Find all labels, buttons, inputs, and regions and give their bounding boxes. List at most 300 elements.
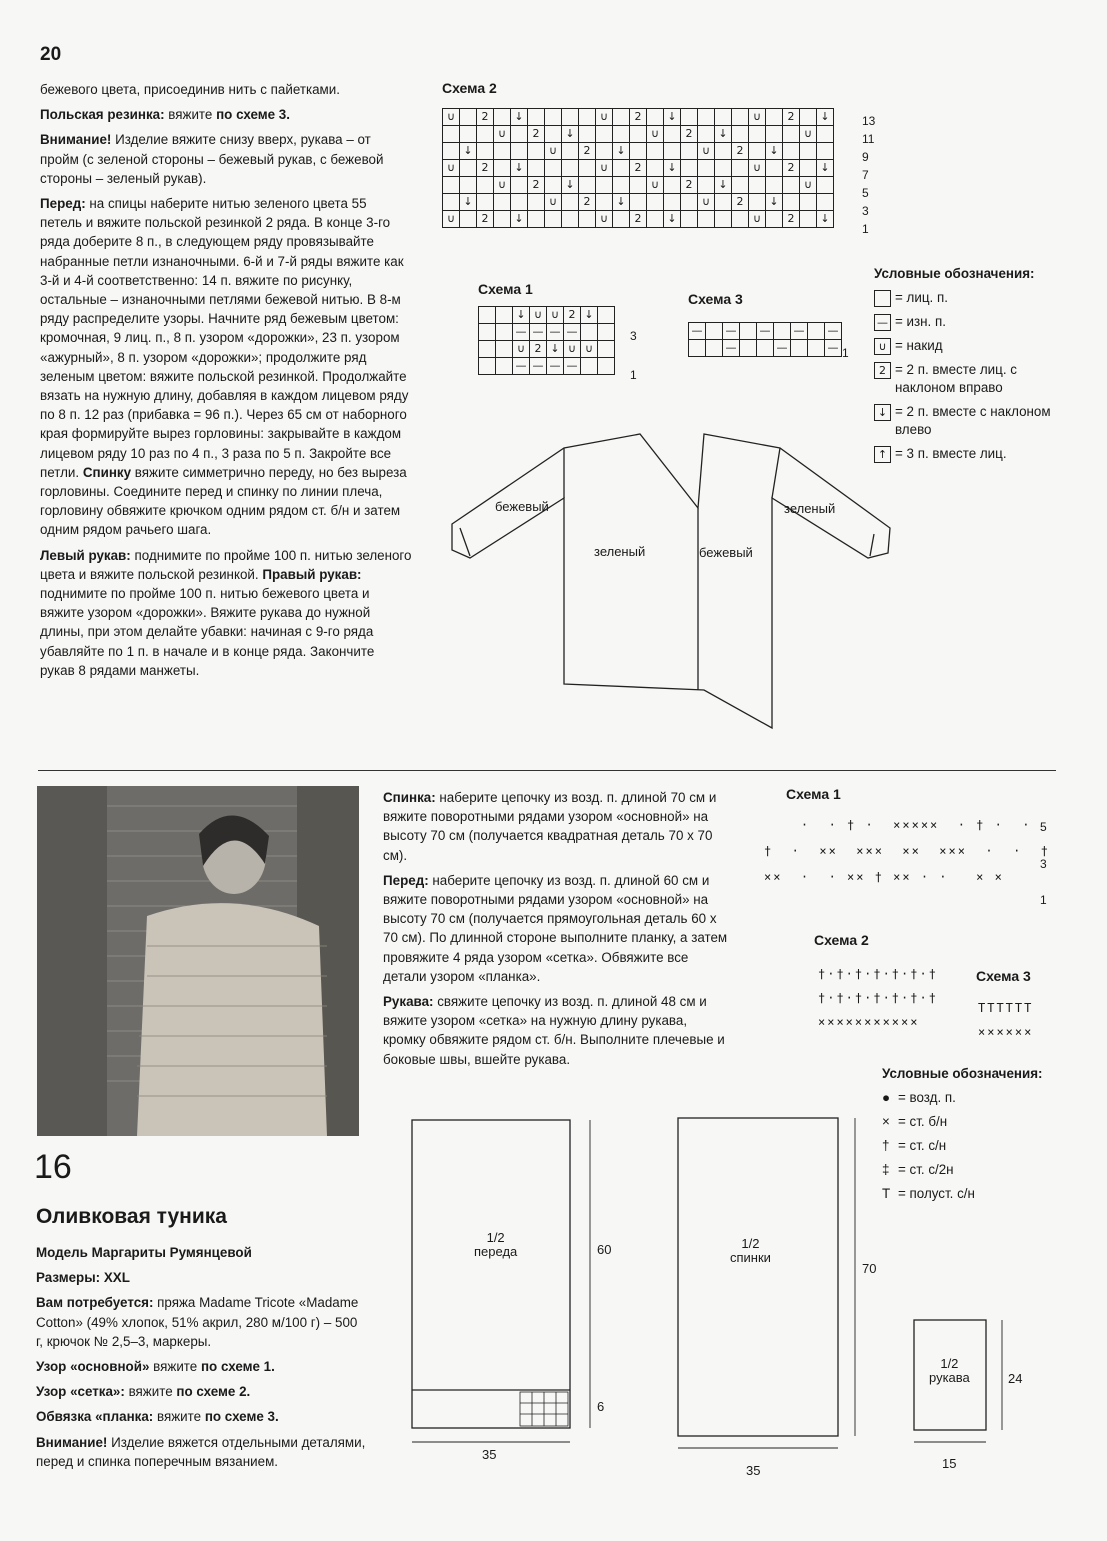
chart-cell xyxy=(460,109,477,126)
chart-cell xyxy=(766,109,783,126)
chart-cell xyxy=(817,126,834,143)
chart-cell xyxy=(562,211,579,228)
back-paragraph: Спинка: наберите цепочку из возд. п. длиной 70 см и вяжите поворотными рядами узором «основной» на высоту 70 см (получается квадратная деталь 70 х 70 см). xyxy=(383,790,717,863)
chart-cell xyxy=(681,109,698,126)
chart-cell xyxy=(681,194,698,211)
chart-cell xyxy=(664,143,681,160)
legend-text: = ст. с/н xyxy=(898,1138,947,1153)
chart-cell xyxy=(766,126,783,143)
chart-cell: 2 xyxy=(630,109,647,126)
chart-cell: — xyxy=(723,340,740,357)
chart-cell xyxy=(528,194,545,211)
chart-cell xyxy=(579,177,596,194)
legend-text: = 2 п. вместе лиц. с наклоном вправо xyxy=(895,362,1017,395)
chart-cell xyxy=(715,143,732,160)
chart-cell xyxy=(477,194,494,211)
chart-cell: ∪ xyxy=(800,126,817,143)
chart-cell xyxy=(528,143,545,160)
row-number: 1 xyxy=(1040,893,1047,907)
chart-cell xyxy=(740,323,757,340)
chart-cell: ↓ xyxy=(460,143,477,160)
model16-details xyxy=(36,1243,366,1477)
legend-item xyxy=(874,289,1074,307)
chart-cell xyxy=(479,341,496,358)
legend-item xyxy=(874,403,1074,439)
row-number: 3 xyxy=(630,329,637,343)
chart-cell xyxy=(630,143,647,160)
chart-cell xyxy=(689,340,706,357)
chart-cell: ↓ xyxy=(766,194,783,211)
chart-cell xyxy=(496,324,513,341)
chart-cell xyxy=(766,177,783,194)
chart-cell xyxy=(528,211,545,228)
sleeve-width-dim: 15 xyxy=(942,1456,957,1471)
chart-cell xyxy=(460,211,477,228)
k2tog-left-icon: ↓ xyxy=(874,404,891,421)
label-body-left: зеленый xyxy=(594,544,646,559)
legend-item xyxy=(874,445,1074,463)
chart-cell: ∪ xyxy=(581,341,598,358)
chart-cell: ↓ xyxy=(581,307,598,324)
chart-cell: 2 xyxy=(579,194,596,211)
chart-cell: ↓ xyxy=(766,143,783,160)
chart-cell: ↓ xyxy=(547,341,564,358)
chart-cell xyxy=(808,323,825,340)
chart-cell xyxy=(596,177,613,194)
chart-cell xyxy=(732,126,749,143)
chart-cell xyxy=(511,177,528,194)
knit-square-icon xyxy=(874,290,891,307)
chart-cell xyxy=(443,194,460,211)
chart-cell xyxy=(783,177,800,194)
legend-item xyxy=(874,337,1074,355)
chart-cell: ↓ xyxy=(511,160,528,177)
chart-cell: ↓ xyxy=(613,194,630,211)
chart-cell: — xyxy=(825,323,842,340)
legend-title: Условные обозначения: xyxy=(874,266,1035,281)
dc-icon: † xyxy=(882,1138,890,1153)
row-number: 1 xyxy=(630,368,637,382)
chart-cell xyxy=(511,194,528,211)
chart-cell: ↓ xyxy=(511,109,528,126)
legend-text: = ст. б/н xyxy=(898,1114,948,1129)
chart-cell: — xyxy=(513,324,530,341)
legend-item xyxy=(874,313,1074,331)
chart-cell xyxy=(766,211,783,228)
chart-cell xyxy=(800,143,817,160)
legend-text: = накид xyxy=(895,338,943,353)
front-paragraph-16: Перед: наберите цепочку из возд. п. длиной 60 см и вяжите поворотными рядами узором «основной» на высоту 70 см (получается прямоугольная деталь 60 х 70 см). По длинной стороне выполните планку, а затем провяжите 4 ряда узором «сетка». Обвяжите все детали узором «планка». xyxy=(383,872,728,984)
chart-cell: ∪ xyxy=(494,177,511,194)
chart-cell: ∪ xyxy=(749,211,766,228)
chart-cell xyxy=(698,211,715,228)
row-number: 11 xyxy=(862,132,875,146)
chart-cell: ∪ xyxy=(494,126,511,143)
pattern-pieces xyxy=(400,1110,1060,1470)
chart-cell xyxy=(698,160,715,177)
chart-cell: 2 xyxy=(732,143,749,160)
chart-cell: 2 xyxy=(681,177,698,194)
chart-cell: ∪ xyxy=(443,109,460,126)
chart-cell xyxy=(715,211,732,228)
chart-cell xyxy=(817,143,834,160)
chart-cell xyxy=(774,323,791,340)
chart-cell xyxy=(562,194,579,211)
polish-rib-paragraph: Польская резинка: вяжите по схеме 3. xyxy=(40,107,290,123)
chart-cell xyxy=(613,160,630,177)
scheme1-title: Схема 1 xyxy=(478,281,533,297)
chart-cell: — xyxy=(689,323,706,340)
chart-cell: ∪ xyxy=(530,307,547,324)
chart-cell xyxy=(528,160,545,177)
chart-cell xyxy=(613,211,630,228)
chain-dot-icon: ● xyxy=(882,1090,891,1105)
chart-cell: 2 xyxy=(783,109,800,126)
chart-cell xyxy=(443,177,460,194)
legend-text: = лиц. п. xyxy=(895,290,948,305)
chart-cell xyxy=(664,177,681,194)
chart-cell: ∪ xyxy=(564,341,581,358)
chart-cell: ↓ xyxy=(511,211,528,228)
front-height-dim: 60 xyxy=(597,1242,612,1257)
chart-cell: ∪ xyxy=(547,307,564,324)
scheme3-chart xyxy=(688,322,842,357)
chart-cell: — xyxy=(791,323,808,340)
chart-cell xyxy=(511,143,528,160)
row-number: 3 xyxy=(1040,857,1047,871)
legend-top xyxy=(874,266,1074,469)
chart-cell xyxy=(749,194,766,211)
crochet-scheme2-title: Схема 2 xyxy=(814,932,869,948)
chart-cell: — xyxy=(513,358,530,375)
chart-cell: 2 xyxy=(564,307,581,324)
chart-cell: — xyxy=(547,358,564,375)
chart-cell xyxy=(732,160,749,177)
chart-cell xyxy=(732,177,749,194)
chart-cell xyxy=(528,109,545,126)
chart-cell: 2 xyxy=(579,143,596,160)
legend-item xyxy=(882,1089,1082,1107)
chart-cell xyxy=(494,143,511,160)
row-number: 1 xyxy=(862,222,869,236)
intro-paragraph: бежевого цвета, присоединив нить с пайетками. xyxy=(40,82,340,97)
chart-cell xyxy=(613,177,630,194)
scheme2-title: Схема 2 xyxy=(442,80,497,96)
garment-schematic xyxy=(440,428,900,733)
chart-cell xyxy=(698,109,715,126)
chart-cell: ↓ xyxy=(460,194,477,211)
chart-cell xyxy=(460,177,477,194)
chart-cell xyxy=(783,143,800,160)
chart-cell: ↓ xyxy=(715,126,732,143)
front-band-dim: 6 xyxy=(597,1399,605,1414)
legend-text: = ст. с/2н xyxy=(898,1162,954,1177)
front-piece-label: 1/2 переда xyxy=(474,1230,518,1259)
back-width-dim: 35 xyxy=(746,1463,761,1478)
chart-cell: ↓ xyxy=(562,126,579,143)
chart-cell: ∪ xyxy=(698,143,715,160)
pattern-main: Узор «основной» вяжите по схеме 1. xyxy=(36,1359,275,1375)
scheme1-chart xyxy=(478,306,615,375)
photo-illustration xyxy=(37,786,359,1136)
chart-cell xyxy=(715,160,732,177)
chart-cell xyxy=(630,126,647,143)
chart-cell: 2 xyxy=(477,211,494,228)
chart-cell xyxy=(732,211,749,228)
chart-cell xyxy=(800,211,817,228)
chart-cell: ∪ xyxy=(513,341,530,358)
label-sleeve-left: бежевый xyxy=(495,499,549,514)
middle-text-column xyxy=(383,788,733,1075)
chart-cell: 2 xyxy=(783,160,800,177)
chart-cell xyxy=(477,126,494,143)
chart-cell: ∪ xyxy=(698,194,715,211)
chart-cell xyxy=(562,143,579,160)
chart-cell xyxy=(494,211,511,228)
chart-cell: ∪ xyxy=(800,177,817,194)
chart-cell: ∪ xyxy=(545,194,562,211)
page-number: 20 xyxy=(40,44,62,65)
hdc-icon: T xyxy=(882,1186,891,1201)
chart-cell: 2 xyxy=(732,194,749,211)
chart-cell xyxy=(496,358,513,375)
chart-cell xyxy=(664,194,681,211)
legend-text: = возд. п. xyxy=(898,1090,956,1105)
chart-cell xyxy=(477,143,494,160)
chart-cell: 2 xyxy=(528,177,545,194)
sc-cross-icon: × xyxy=(882,1114,890,1129)
chart-cell xyxy=(766,160,783,177)
model-title: Оливковая туника xyxy=(36,1205,227,1228)
chart-cell xyxy=(681,211,698,228)
chart-cell xyxy=(598,324,615,341)
chart-cell: ↓ xyxy=(562,177,579,194)
chart-cell xyxy=(791,340,808,357)
chart-cell xyxy=(511,126,528,143)
crochet-scheme1-title: Схема 1 xyxy=(786,786,841,802)
legend-text: = 3 п. вместе лиц. xyxy=(895,446,1007,461)
chart-cell xyxy=(630,177,647,194)
chart-cell xyxy=(647,194,664,211)
chart-cell xyxy=(800,109,817,126)
chart-cell xyxy=(706,340,723,357)
sizes: Размеры: XXL xyxy=(36,1270,130,1286)
chart-cell: — xyxy=(530,358,547,375)
purl-dash-icon: — xyxy=(874,314,891,331)
chart-cell xyxy=(545,109,562,126)
chart-cell xyxy=(715,194,732,211)
chart-cell: — xyxy=(774,340,791,357)
chart-cell: — xyxy=(530,324,547,341)
crochet-scheme3-title: Схема 3 xyxy=(976,968,1031,984)
chart-cell xyxy=(647,211,664,228)
chart-cell: ↓ xyxy=(817,160,834,177)
chart-cell: — xyxy=(723,323,740,340)
chart-cell xyxy=(817,177,834,194)
chart-cell: ↓ xyxy=(513,307,530,324)
label-sleeve-right: зеленый xyxy=(784,501,836,516)
chart-cell xyxy=(545,160,562,177)
chart-cell xyxy=(598,358,615,375)
chart-cell: — xyxy=(564,358,581,375)
yarn-over-icon: ∪ xyxy=(874,338,891,355)
pattern-edge: Обвязка «планка: вяжите по схеме 3. xyxy=(36,1409,279,1425)
chart-cell: — xyxy=(825,340,842,357)
chart-cell xyxy=(579,211,596,228)
label-body-right: бежевый xyxy=(699,545,753,560)
chart-cell: 2 xyxy=(528,126,545,143)
chart-cell xyxy=(479,358,496,375)
sleeves-paragraph: Левый рукав: поднимите по пройме 100 п. нитью зеленого цвета и вяжите польской резинкой. Правый рукав: поднимите по пройме 100 п. нитью бежевого цвета и вяжите узором «дорожки». Вяжите рукава до нужной длины, при этом делайте убавки: начиная с 9-го ряда убавляйте по 1 п. в начале и в конце ряда. Закончите рукав 8 рядами манжеты. xyxy=(40,547,412,678)
left-text-column xyxy=(40,80,412,686)
chart-cell xyxy=(596,143,613,160)
chart-cell xyxy=(783,126,800,143)
legend-title: Условные обозначения: xyxy=(882,1066,1043,1081)
row-number: 1 xyxy=(842,346,849,360)
model-photo xyxy=(37,786,359,1136)
chart-cell: ∪ xyxy=(545,143,562,160)
chart-cell xyxy=(460,160,477,177)
chart-cell xyxy=(562,109,579,126)
crochet-scheme1-chart: · · † · ××××× · † · · † · ×× ××× ×× ××× · · † ×× · · ×× † ×× · · × × xyxy=(764,818,1050,884)
chart-cell: ∪ xyxy=(596,109,613,126)
front-width-dim: 35 xyxy=(482,1447,497,1462)
chart-cell xyxy=(579,160,596,177)
chart-cell: ∪ xyxy=(647,177,664,194)
chart-cell xyxy=(647,143,664,160)
back-piece-label: 1/2 спинки xyxy=(730,1236,771,1265)
chart-cell xyxy=(562,160,579,177)
chart-cell xyxy=(749,177,766,194)
chart-cell xyxy=(613,126,630,143)
chart-cell xyxy=(757,340,774,357)
chart-cell xyxy=(494,194,511,211)
chart-cell: ↓ xyxy=(817,109,834,126)
legend-text: = 2 п. вместе с наклоном влево xyxy=(895,404,1051,437)
scheme2-chart xyxy=(442,108,834,228)
chart-cell: 2 xyxy=(630,160,647,177)
chart-cell xyxy=(581,358,598,375)
chart-cell xyxy=(596,194,613,211)
chart-cell xyxy=(598,307,615,324)
chart-cell xyxy=(647,160,664,177)
chart-cell xyxy=(494,109,511,126)
chart-cell: 2 xyxy=(530,341,547,358)
chart-cell xyxy=(545,177,562,194)
model16-attention: Внимание! Изделие вяжется отдельными деталями, перед и спинка поперечным вязанием. xyxy=(36,1434,366,1469)
chart-cell xyxy=(579,109,596,126)
chart-cell: 2 xyxy=(630,211,647,228)
model-number: 16 xyxy=(34,1148,72,1186)
chart-cell xyxy=(545,126,562,143)
legend-text: = полуст. с/н xyxy=(898,1186,975,1201)
chart-cell: ↓ xyxy=(664,109,681,126)
chart-cell xyxy=(783,194,800,211)
chart-cell xyxy=(647,109,664,126)
chart-cell xyxy=(698,177,715,194)
chart-cell: 2 xyxy=(477,109,494,126)
scheme2-row-numbers xyxy=(862,114,892,240)
legend-item xyxy=(874,361,1074,397)
back-height-dim: 70 xyxy=(862,1261,877,1276)
chart-cell xyxy=(496,307,513,324)
chart-cell: ↓ xyxy=(664,160,681,177)
chart-cell: ↓ xyxy=(664,211,681,228)
row-number: 13 xyxy=(862,114,876,128)
chart-cell xyxy=(479,324,496,341)
chart-cell xyxy=(800,194,817,211)
chart-cell: ∪ xyxy=(596,160,613,177)
legend-text: = изн. п. xyxy=(895,314,946,329)
row-number: 5 xyxy=(862,186,869,200)
chart-cell xyxy=(494,160,511,177)
row-number: 5 xyxy=(1040,820,1047,834)
chart-cell xyxy=(460,126,477,143)
chart-cell: 2 xyxy=(783,211,800,228)
chart-cell xyxy=(477,177,494,194)
chart-cell: ↓ xyxy=(715,177,732,194)
chart-cell xyxy=(740,340,757,357)
chart-cell xyxy=(496,341,513,358)
chart-cell: ∪ xyxy=(443,211,460,228)
chart-cell xyxy=(749,126,766,143)
chart-cell xyxy=(630,194,647,211)
chart-cell xyxy=(596,126,613,143)
front-paragraph: Перед: на спицы наберите нитью зеленого цвета 55 петель и вяжите польской резинкой 2 ряда. В конце 3-го ряда доберите 8 п., в следующем ряду провязывайте набранные петли изнаночными. 6-й и 7-й ряды вяжите как 3-й и 4-й соответственно: 14 п. вяжите по рисунку, остальные – изнаночными петлями бежевой нитью. В 8-м ряду распределите узоры. Начните ряд бежевым цветом: кромочная, 9 лиц. п., 8 п. узором «дорожки», 23 п. узором «ажурный», 8 п. узором «дорожки»; продолжите ряд зеленым цветом: вяжите польской резинкой. Продолжайте вязать на нужную длину, добавляя в каждом лицевом ряду по 8 п. 12 раз (прибавка = 96 п.). Через 65 см от наборного края формируйте вырез горловины: закрывайте в каждом лицевом ряду 10 раз по 4 п., 3 раза по 5 п. Закройте все петли. Спинку вяжите симметрично переду, но без выреза горловины. Соедините перед и спинку по линии плеча, горловину обвяжите крючком одним рядом ст. б/н и затем одним рядом рачьего шага. xyxy=(40,196,409,538)
chart-cell xyxy=(545,211,562,228)
chart-cell xyxy=(732,109,749,126)
section-divider xyxy=(38,770,1056,771)
chart-cell xyxy=(579,126,596,143)
crochet-scheme2-chart: †·†·†·†·†·†·† †·†·†·†·†·†·† ××××××××××× xyxy=(818,967,938,1029)
chart-cell xyxy=(613,109,630,126)
chart-cell xyxy=(698,126,715,143)
k3tog-icon: ↑ xyxy=(874,446,891,463)
designer: Модель Маргариты Румянцевой xyxy=(36,1245,252,1260)
crochet-scheme3-chart: TTTTTT ×××××× xyxy=(978,1001,1034,1039)
chart-cell: ↓ xyxy=(613,143,630,160)
chart-cell xyxy=(681,160,698,177)
chart-cell: ∪ xyxy=(647,126,664,143)
chart-cell xyxy=(443,143,460,160)
k2tog-right-icon: 2 xyxy=(874,362,891,379)
chart-cell: 2 xyxy=(477,160,494,177)
materials: Вам потребуется: пряжа Madame Tricote «Madame Cotton» (49% хлопок, 51% акрил, 280 м/100 г) – 500 г, крючок № 2,5–3, маркеры. xyxy=(36,1295,359,1349)
chart-cell xyxy=(800,160,817,177)
chart-cell: — xyxy=(564,324,581,341)
pattern-net: Узор «сетка»: вяжите по схеме 2. xyxy=(36,1384,251,1400)
chart-cell: — xyxy=(757,323,774,340)
sleeve-piece-label: 1/2 рукава xyxy=(929,1356,970,1385)
chart-cell: ↓ xyxy=(817,211,834,228)
attention-paragraph: Внимание! Изделие вяжите снизу вверх, рукава – от пройм (с зеленой стороны – бежевый рукав, с бежевой стороны – зеленый рукав). xyxy=(40,132,384,186)
sleeve-height-dim: 24 xyxy=(1008,1371,1023,1386)
chart-cell: ∪ xyxy=(596,211,613,228)
chart-cell xyxy=(749,143,766,160)
chart-cell: ∪ xyxy=(443,160,460,177)
chart-cell: ∪ xyxy=(749,109,766,126)
chart-cell xyxy=(817,194,834,211)
row-number: 9 xyxy=(862,150,869,164)
chart-cell xyxy=(479,307,496,324)
tr-icon: ‡ xyxy=(882,1162,890,1177)
chart-cell xyxy=(808,340,825,357)
row-number: 3 xyxy=(862,204,869,218)
chart-cell xyxy=(715,109,732,126)
chart-cell xyxy=(598,341,615,358)
row-number: 7 xyxy=(862,168,869,182)
chart-cell: — xyxy=(547,324,564,341)
